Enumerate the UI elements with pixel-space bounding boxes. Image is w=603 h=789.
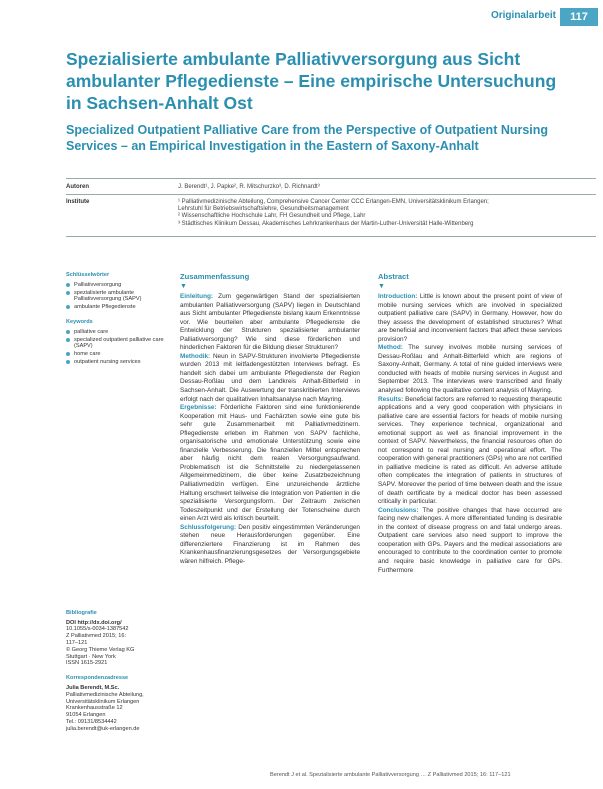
keyword-item (66, 337, 164, 351)
paragraph-label: Method: (378, 344, 403, 352)
keyword-text: spezialisierte ambulante Palliativversorgung (SAPV) (74, 289, 142, 303)
paragraph (180, 293, 360, 353)
paragraph-text: Förderliche Faktoren sind eine funktionierende Kooperation mit Haus- und Fachärzten sowie eine gute bis sehr gute Zusammenarbeit mit Palliativmedizinern. Pflegedienste erleben im Rahmen von SAPV fachliche, organisatorische und emotionale Unterstützung sowie eine finanzielle Verbesserung. Die finanziellen Mittel entsprechen aber häufig nicht dem realen Versorgungsaufwand. Problematisch ist die Schnittstelle zu niedergelassenen Allgemeinmedizinern, die über keine Zusatzbezeichnung Palliativmedizin verfügen. Eine unzureichende ärztliche Haltung erschwert teilweise die Integration von Patienten in die spezialisierte Versorgungsform. Der Zeitraum zwischen Todeszeitpunkt und der Erstellung der Totenscheine durch einen Arzt wird als kritisch beurteilt. (180, 404, 360, 523)
keyword-text: palliative care (74, 328, 109, 335)
page-footer: Berendt J et al. Spezialisierte ambulante Palliativversorgung … Z Palliativmed 2015; 16: 117–121 (270, 772, 511, 778)
keywords-en-heading: Keywords (66, 318, 93, 325)
keyword-item (66, 304, 164, 311)
keyword-item (66, 359, 164, 366)
paragraph-text: Den positiv eingestimmten Veränderungen stehen neue Herausforderungen gegenüber. Eine differenziertere Finanzierung ist im Rahmen des Krankenhausfinanzierungsgesetzes der Versorgungsgebiete wären hilfreich. Pflege- (180, 523, 360, 565)
paragraph (180, 524, 360, 567)
bib-line: Z Palliativmed 2015; 16: (66, 633, 127, 640)
paragraph-text: Zum gegenwärtigen Stand der spezialisierten ambulanten Palliativversorgung (SAPV) liegen in Deutschland aus Sicht ambulanter Pflegedienste bislang kaum Erkenntnisse vor. Wie beurteilen aber ambulante Pflegedienste die Entwicklung der Strukturen spezialisierter ambulanter Palliativversorgung? Wie sind diese förderlichen und hinderlichen Faktoren für die Bildung dieser Strukturen? (180, 293, 360, 352)
paragraph (378, 396, 562, 507)
bullet-icon (66, 360, 70, 364)
bib-line: Stuttgart · New York (66, 653, 116, 660)
institute-line: ¹ Palliativmedizinische Abteilung, Comprehensive Cancer Center CCC Erlangen-EMN, Universitätsklinikum Erlangen; (178, 199, 489, 205)
institute-line: ³ Städtisches Klinikum Dessau, Akademisches Lehrkrankenhaus der Martin-Luther-Universität Halle-Wittenberg (178, 220, 474, 227)
paragraph-label: Methodik: (180, 352, 211, 360)
section-tag (490, 8, 598, 26)
corr-line: Universitätsklinikum Erlangen (66, 698, 140, 705)
keyword-text: specialized outpatient palliative care (SAPV) (74, 336, 164, 350)
triangle-marker-icon: ▼ (180, 283, 187, 290)
bullet-icon (66, 291, 70, 295)
bib-doi[interactable]: DOI http://dx.doi.org/ (66, 619, 122, 626)
bib-line: 10.1055/s-0034-1387542 (66, 626, 129, 633)
bullet-icon (66, 283, 70, 287)
paragraph (378, 344, 562, 395)
correspondence-block (66, 685, 164, 733)
paragraph (180, 404, 360, 524)
page-number: 117 (560, 8, 598, 26)
bib-line: ISSN 1615-2921 (66, 660, 108, 667)
bibliography-heading: Bibliografie (66, 609, 97, 616)
corr-line: Krankenhausstraße 12 (66, 705, 123, 712)
institutes-label: Institute (66, 199, 90, 205)
triangle-marker-icon: ▼ (378, 283, 385, 290)
bib-line: 117–121 (66, 639, 88, 646)
keyword-item (66, 282, 164, 289)
keyword-text: Palliativversorgung (74, 281, 122, 288)
authors: J. Berendt¹, J. Papke², R. Mitschurzko³, D. Richnardt³ (178, 184, 320, 190)
paragraph (378, 507, 562, 575)
article-subtitle: Specialized Outpatient Palliative Care from the Perspective of Outpatient Nursing Services – an Empirical Investigation in the Eastern of Saxony-Anhalt (66, 123, 549, 153)
abstract-column (378, 272, 562, 575)
corr-line: Palliativmedizinische Abteilung, (66, 691, 144, 698)
paragraph-text: The positive changes that have occurred are facing new challenges. A more differentiated funding is desirable in the context of disease progress on and fatal undergo areas. Outpatient care services also need support to improve the cooperation with GPs. Payers and the medical associations are encouraged to contribute to the coordination center to promote and require basic knowledge in palliative care for GPs. Furthermore (378, 506, 562, 574)
paragraph-label: Conclusions: (378, 506, 419, 514)
paragraph-label: Ergebnisse: (180, 404, 217, 412)
paragraph-text: Beneficial factors are referred to requesting therapeutic applications and a very good cooperation with physicians in palliative care are essential factors for heads of mobile nursing services. They experience technical, organizational and emotional support as well as financial improvement in the context of SAPV. Nevertheless, the financial resources often do not correspond to real nursing and operational effort. The cooperation with general practitioners (GPs) who are not certified in palliative medicine is rated as difficult. An adverse attitude often complicates the integration of patients in structures of SAPV. Moreover the period of time between death and the issue of death certificate by a medical doctor has been assessed critically in particular. (378, 395, 562, 506)
paragraph-text: Little is known about the present point of view of mobile nursing services which are involved in specialized outpatient palliative care (SAPV) in Germany. However, how do they assess the development of established structures? What are beneficial and inconvenient factors that affect these services provision? (378, 293, 562, 343)
bullet-icon (66, 305, 70, 309)
abstract-heading: Abstract (378, 272, 409, 281)
keywords-en-list (66, 329, 164, 366)
corr-line: Tel.: 09131/8534442 (66, 718, 117, 725)
keyword-item (66, 329, 164, 336)
paragraph (180, 353, 360, 404)
corr-name: Julia Berendt, M.Sc. (66, 684, 120, 691)
institute-line: Lehrstuhl für Betriebswirtschaftslehre, Gesundheitsmanagement (178, 206, 349, 213)
section-label: Originalarbeit (490, 10, 556, 21)
paragraph-text: Neun in SAPV-Strukturen involvierte Pflegedienste wurden 2013 mit leitfadengestützten Interviews befragt. Es handelt sich dabei um ambulante Pflegedienste der Region Dessau-Roßlau und dem Landkreis Anhalt-Bitterfeld in Sachsen-Anhalt. Die Auswertung der transkribierten Interviews erfolgt nach der qualitativen Inhaltsanalyse nach Mayring. (180, 352, 360, 403)
keyword-text: home care (74, 351, 101, 358)
institute-line: ² Wissenschaftliche Hochschule Lahr, FH Gesundheit und Pflege, Lahr (178, 213, 366, 220)
paragraph-label: Results: (378, 395, 404, 403)
paragraph-label: Einleitung: (180, 293, 214, 300)
paragraph-label: Introduction: (378, 293, 418, 300)
keyword-item (66, 351, 164, 358)
keywords-de-heading: Schlüsselwörter (66, 272, 110, 278)
institutes-list (178, 199, 578, 228)
keyword-text: ambulante Pflegedienste (74, 304, 136, 311)
paragraph-label: Schlussfolgerung: (180, 523, 237, 531)
corr-email[interactable]: julia.berendt@uk-erlangen.de (66, 725, 140, 732)
sidebar (66, 272, 164, 733)
keyword-text: outpatient nursing services (74, 358, 141, 365)
institutes-row (66, 199, 596, 231)
bibliography-block (66, 620, 164, 668)
sidebar-spacer (66, 374, 164, 610)
authors-label: Autoren (66, 184, 89, 190)
corr-line: 91054 Erlangen (66, 712, 106, 719)
zusammenfassung-column (180, 272, 360, 567)
authors-row (66, 184, 596, 192)
bullet-icon (66, 352, 70, 356)
bullet-icon (66, 338, 70, 342)
divider-authors (66, 194, 596, 195)
article-title: Spezialisierte ambulante Palliativversorgung aus Sicht ambulanter Pflegedienste – Eine empirische Untersuchung in Sachsen-Anhalt Ost (66, 49, 557, 113)
keywords-de-list (66, 282, 164, 311)
paragraph-text: The survey involves mobile nursing services of Dessau-Roßlau and Anhalt-Bitterfeld which are regions of Saxony-Anhalt, Germany. A total of nine guided interviews were conducted with heads of mobile nursing services in August and September 2013. The interviews were transcribed and finally analysed following the qualitative content analysis of Mayring. (378, 344, 562, 395)
divider-top (66, 178, 596, 179)
zusammenfassung-heading: Zusammenfassung (180, 272, 250, 281)
bib-line: © Georg Thieme Verlag KG (66, 646, 135, 653)
paragraph (378, 293, 562, 344)
keyword-item (66, 290, 164, 304)
bullet-icon (66, 330, 70, 334)
divider-institutes (66, 236, 596, 237)
correspondence-heading: Korrespondenzadresse (66, 675, 129, 682)
